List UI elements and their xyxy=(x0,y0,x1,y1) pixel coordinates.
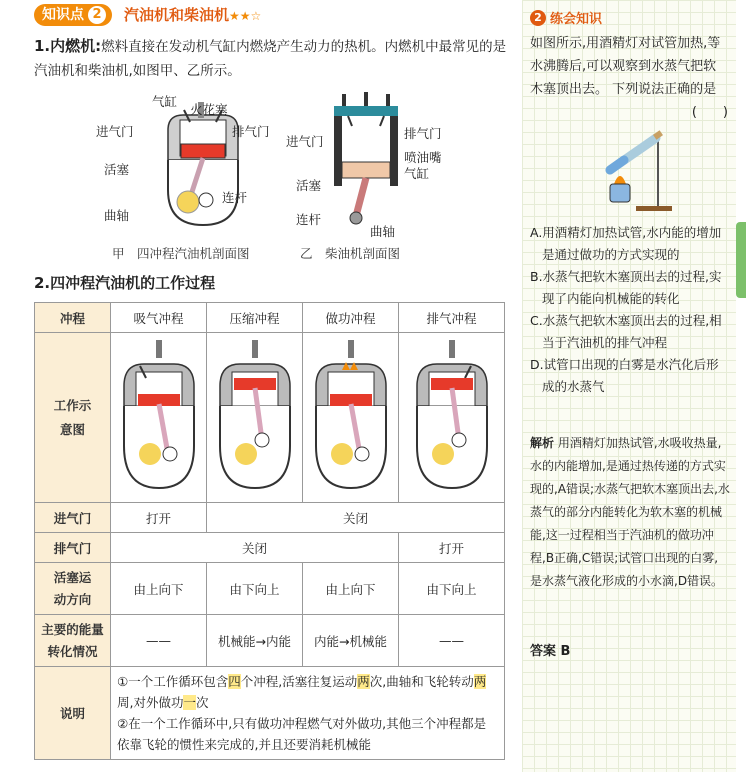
engine-exhaust-icon xyxy=(409,336,495,496)
stroke-exhaust: 排气冲程 xyxy=(399,303,505,333)
explanation xyxy=(530,432,730,593)
practice-panel xyxy=(522,0,736,772)
practice-number: 2 xyxy=(530,10,546,26)
label-cylinder: 气缸 xyxy=(152,94,178,109)
label-piston: 活塞 xyxy=(104,162,130,177)
exhaust-open: 打开 xyxy=(399,533,505,563)
exhaust-valve-label: 排气门 xyxy=(35,533,111,563)
energy-power: 内能→机械能 xyxy=(303,615,399,667)
engine-compression-icon xyxy=(212,336,298,496)
motion-intake: 由上向下 xyxy=(111,563,207,615)
test-tube-heating-illustration xyxy=(596,126,676,214)
table-row xyxy=(35,667,505,760)
option-d: D.试管口出现的白雾是水汽化后形成的水蒸气 xyxy=(530,357,719,394)
diagram-label-cell xyxy=(35,333,111,503)
stroke-intake: 吸气冲程 xyxy=(111,303,207,333)
section-2-title: 2.四冲程汽油机的工作过程 xyxy=(34,274,216,292)
answer-label: 答案 xyxy=(530,644,557,659)
label-diesel-piston: 活塞 xyxy=(296,178,322,193)
energy-label: 主要的能量转化情况 xyxy=(41,621,104,659)
motion-power: 由上向下 xyxy=(303,563,399,615)
label-diesel-crank: 曲轴 xyxy=(370,224,396,239)
answer-value: B xyxy=(560,644,571,659)
label-diesel-exhaust-valve: 排气门 xyxy=(404,126,442,141)
practice-title: 练会知识 xyxy=(550,12,603,27)
engine-power-icon xyxy=(308,336,394,496)
gasoline-engine-diagram xyxy=(148,100,258,230)
motion-exhaust: 由下向上 xyxy=(399,563,505,615)
note-2: ②在一个工作循环中,只有做功冲程燃气对外做功,其他三个冲程都是依靠飞轮的惯性来完成的,并且还要消耗机械能 xyxy=(117,716,487,752)
intro-term: 1.内燃机: xyxy=(34,37,102,55)
note-1-highlight: 一 xyxy=(183,695,196,710)
label-injector: 喷油嘴 xyxy=(404,150,442,165)
diagram-power xyxy=(303,333,399,503)
label-exhaust-valve: 排气门 xyxy=(232,124,270,139)
diagram-compression xyxy=(207,333,303,503)
figure-b-caption: 乙 柴油机剖面图 xyxy=(300,246,401,261)
motion-label-cell xyxy=(35,563,111,615)
note-cell xyxy=(111,667,505,760)
label-spark-plug: 火花塞 xyxy=(190,102,228,117)
note-1-part: 周,对外做功 xyxy=(117,695,184,710)
table-header-stroke: 冲程 xyxy=(35,303,111,333)
intake-closed: 关闭 xyxy=(207,503,505,533)
label-connecting-rod: 连杆 xyxy=(222,190,248,205)
energy-label-cell xyxy=(35,615,111,667)
badge-number: 2 xyxy=(88,6,106,24)
option-b: B.水蒸气把软木塞顶出去的过程,实现了内能向机械能的转化 xyxy=(530,269,722,306)
label-intake-valve: 进气门 xyxy=(96,124,134,139)
question-text: 如图所示,用酒精灯对试管加热,等水沸腾后,可以观察到水蒸气把软木塞顶出去。 下列说法正确的是 xyxy=(530,36,721,97)
note-label: 说明 xyxy=(35,667,111,760)
knowledge-point-badge xyxy=(34,4,112,26)
energy-compression: 机械能→内能 xyxy=(207,615,303,667)
note-1 xyxy=(117,671,498,713)
table-row xyxy=(35,533,505,563)
note-1-highlight: 四 xyxy=(228,674,241,689)
motion-compression: 由下向上 xyxy=(207,563,303,615)
answer xyxy=(530,640,570,659)
note-1-part: ①一个工作循环包含 xyxy=(117,674,229,689)
label-diesel-intake-valve: 进气门 xyxy=(286,134,324,149)
table-row xyxy=(35,615,505,667)
practice-question xyxy=(530,32,728,124)
option-a: A.用酒精灯加热试管,水内能的增加是通过做功的方式实现的 xyxy=(530,225,722,262)
stroke-power: 做功冲程 xyxy=(303,303,399,333)
note-1-highlight: 两 xyxy=(473,674,487,689)
exhaust-closed: 关闭 xyxy=(111,533,399,563)
diesel-engine-diagram xyxy=(326,92,406,232)
side-tab xyxy=(736,222,746,298)
note-1-part: 次,曲轴和飞轮转动 xyxy=(369,674,474,689)
note-1-part: 个冲程,活塞往复运动 xyxy=(240,674,358,689)
table-row xyxy=(35,503,505,533)
badge-text: 知识点 xyxy=(42,7,84,23)
figure-a-caption: 甲 四冲程汽油机剖面图 xyxy=(112,246,250,261)
title-text: 汽油机和柴油机 xyxy=(124,6,230,24)
intro-paragraph xyxy=(34,34,512,83)
note-1-highlight: 两 xyxy=(357,674,370,689)
energy-exhaust: —— xyxy=(399,615,505,667)
intro-text: 燃料直接在发动机气缸内燃烧产生动力的热机。内燃机中最常见的是汽油机和柴油机,如图甲、乙所示。 xyxy=(34,39,507,79)
practice-header xyxy=(530,8,602,27)
diagram-exhaust xyxy=(399,333,505,503)
energy-intake: —— xyxy=(111,615,207,667)
motion-label: 活塞运动方向 xyxy=(53,569,92,607)
stroke-table xyxy=(34,302,505,760)
stroke-compression: 压缩冲程 xyxy=(207,303,303,333)
diagram-label: 工作示意图 xyxy=(53,397,92,437)
label-diesel-rod: 连杆 xyxy=(296,212,322,227)
label-crankshaft: 曲轴 xyxy=(104,208,130,223)
explanation-label: 解析 xyxy=(530,436,555,450)
table-row xyxy=(35,333,505,503)
section-title xyxy=(124,4,261,27)
practice-options xyxy=(530,222,730,398)
intake-valve-label: 进气门 xyxy=(35,503,111,533)
diagram-intake xyxy=(111,333,207,503)
note-1-part: 次 xyxy=(196,695,209,710)
explanation-text: 用酒精灯加热试管,水吸收热量,水的内能增加,是通过热传递的方式实现的,A错误;水蒸气把软木塞顶出去,水蒸气的部分内能转化为软木塞的机械能,这一过程相当于汽油机的做功冲程,B正确,C错误;试管口出现的白雾,是水蒸气液化形成的小水滴,D错误。 xyxy=(530,436,730,588)
intake-open: 打开 xyxy=(111,503,207,533)
engine-intake-icon xyxy=(116,336,202,496)
star-rating: ★★☆ xyxy=(229,9,262,23)
table-row xyxy=(35,303,505,333)
label-diesel-cylinder: 气缸 xyxy=(404,166,430,181)
option-c: C.水蒸气把软木塞顶出去的过程,相当于汽油机的排气冲程 xyxy=(530,313,722,350)
answer-blank: ( ) xyxy=(691,105,728,120)
table-row xyxy=(35,563,505,615)
